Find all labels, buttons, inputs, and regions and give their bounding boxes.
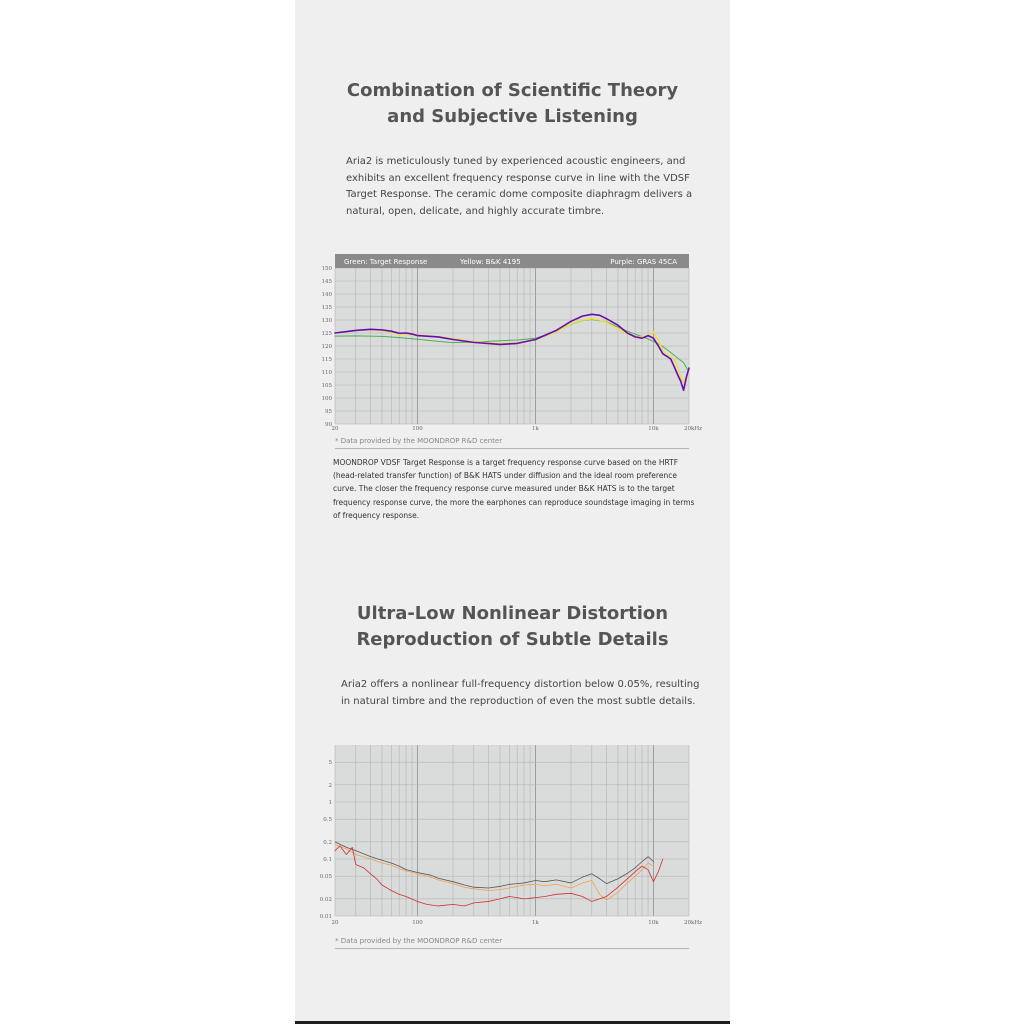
y-tick-label: 2 — [328, 782, 332, 789]
section1-body — [346, 154, 692, 220]
thd-x-axis — [332, 920, 703, 926]
y-tick-label: 0.01 — [319, 914, 332, 920]
thd-plot-background — [335, 745, 689, 916]
y-tick-label: 105 — [321, 383, 332, 389]
section1-body-line: Aria2 is meticulously tuned by experienced acoustic engineers, and — [346, 156, 686, 167]
vdsf-explanation — [333, 456, 694, 522]
distortion-chart — [295, 740, 730, 935]
x-tick-label: 100 — [412, 920, 423, 926]
section1-source-note: * Data provided by the MOONDROP R&D center — [335, 437, 503, 445]
y-tick-label: 110 — [321, 370, 332, 376]
fr-legend-green: Green: Target Response — [344, 258, 428, 266]
y-tick-label: 135 — [321, 305, 332, 311]
section2-body-line: in natural timbre and the reproduction of even the most subtle details. — [341, 695, 696, 707]
y-tick-label: 120 — [321, 344, 332, 350]
y-tick-label: 0.02 — [319, 896, 332, 903]
section1-title-line: and Subjective Listening — [387, 106, 638, 127]
section1-body-line: Target Response. The ceramic dome composite diaphragm delivers a — [346, 189, 693, 200]
x-tick-label: 10k — [648, 920, 659, 926]
y-tick-label: 1 — [328, 800, 332, 806]
vdsf-explanation-line: frequency response curve, the more the earphones can reproduce soundstage imaging in terms — [333, 497, 695, 507]
y-tick-label: 145 — [321, 279, 332, 285]
vdsf-explanation-line: MOONDROP VDSF Target Response is a target frequency response curve based on the HRTF — [333, 458, 679, 467]
section1-divider — [335, 448, 689, 449]
x-tick-label: 20 — [331, 920, 339, 926]
y-tick-label: 125 — [321, 331, 332, 337]
y-tick-label: 95 — [325, 409, 332, 415]
x-tick-label: 20kHz — [684, 920, 703, 926]
section1-title-line: Combination of Scientific Theory — [346, 80, 679, 101]
section1-body-line: natural, open, delicate, and highly accurate timbre. — [346, 205, 605, 217]
x-tick-label: 100 — [412, 426, 423, 432]
y-tick-label: 100 — [321, 396, 332, 402]
x-tick-label: 20kHz — [684, 426, 703, 432]
vdsf-explanation-line: (head-related transfer function) of B&K HATS under diffusion and the ideal room preference — [333, 471, 677, 481]
y-tick-label: 0.1 — [323, 857, 332, 863]
section2-body — [341, 677, 699, 710]
frequency-response-chart — [295, 250, 730, 440]
y-tick-label: 130 — [321, 318, 332, 324]
thd-y-axis — [320, 760, 333, 920]
content-panel — [295, 0, 730, 1024]
section2-source-note: * Data provided by the MOONDROP R&D center — [335, 937, 503, 945]
fr-y-axis — [322, 266, 333, 428]
y-tick-label: 140 — [321, 292, 332, 298]
y-tick-label: 0.2 — [323, 839, 332, 846]
vdsf-explanation-line: curve. The closer the frequency response curve measured under B&K HATS is to the target — [333, 484, 675, 494]
y-tick-label: 90 — [325, 422, 332, 428]
vdsf-explanation-line: of frequency response. — [333, 510, 420, 520]
section2-divider — [335, 948, 689, 949]
section1-title — [295, 78, 730, 130]
y-tick-label: 150 — [321, 266, 332, 272]
x-tick-label: 10k — [648, 426, 659, 432]
x-tick-label: 1k — [532, 426, 539, 432]
fr-legend-yellow: Yellow: B&K 4195 — [460, 258, 521, 266]
section2-title — [295, 601, 730, 653]
y-tick-label: 115 — [321, 357, 332, 363]
section2-title-line: Reproduction of Subtle Details — [356, 629, 669, 650]
fr-x-axis — [332, 426, 703, 432]
x-tick-label: 20 — [331, 426, 339, 432]
x-tick-label: 1k — [532, 920, 539, 926]
y-tick-label: 0.05 — [319, 874, 332, 881]
section1-body-line: exhibits an excellent frequency response curve in line with the VDSF — [346, 172, 690, 184]
section2-body-line: Aria2 offers a nonlinear full-frequency distortion below 0.05%, resulting — [341, 679, 700, 690]
fr-legend-purple: Purple: GRAS 45CA — [610, 258, 677, 266]
y-tick-label: 5 — [328, 760, 332, 767]
section2-title-line: Ultra-Low Nonlinear Distortion — [356, 603, 669, 624]
y-tick-label: 0.5 — [323, 817, 332, 824]
